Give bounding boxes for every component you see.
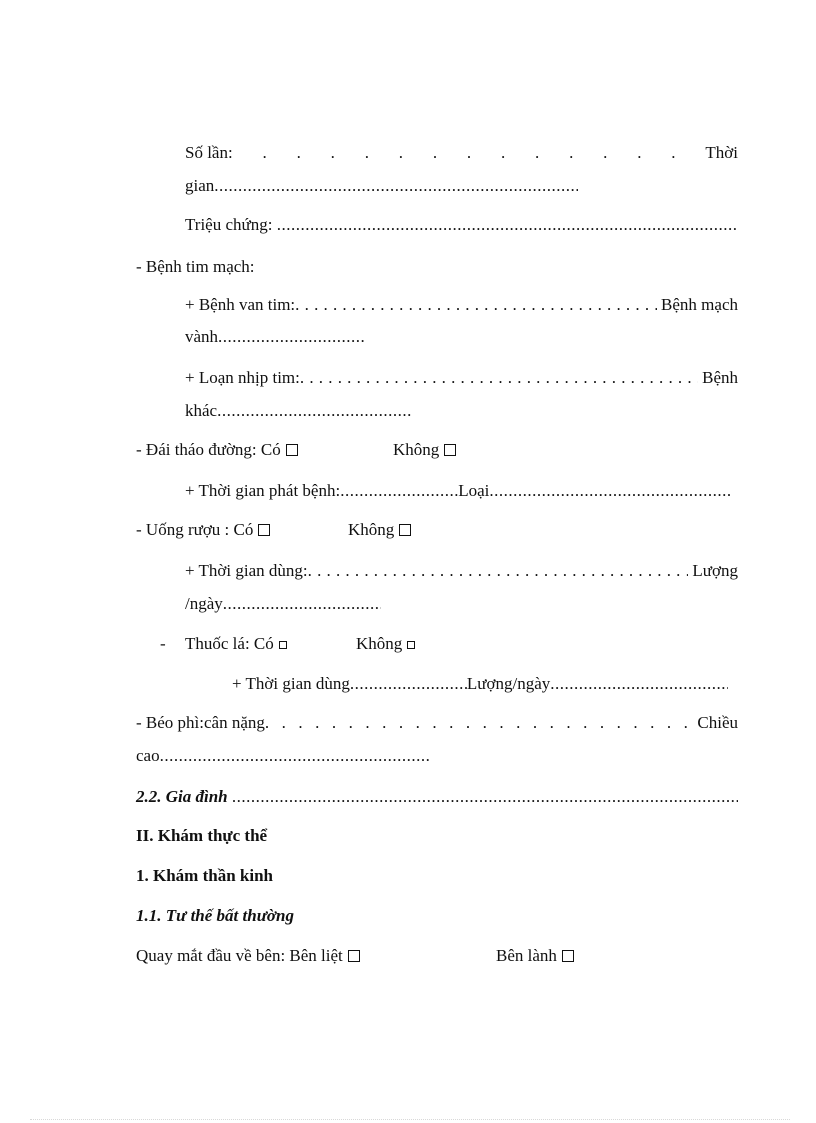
quay-mat-line: Quay mắt đầu về bên: Bên liệt Bên lành [136,945,738,967]
page-bottom-border [30,1119,790,1121]
loan-nhip-line: + Loạn nhịp tim: ..... Bệnh [185,367,738,389]
dotted-leader[interactable] [340,480,458,502]
so-lan-label: Số lần: [185,143,233,162]
dotted-leader[interactable] [218,326,366,348]
dotted-leader[interactable] [160,745,430,767]
khong-checkbox[interactable] [407,641,415,649]
khac-line: khác ..... [185,400,413,422]
so-lan-line: Số lần: . . . . . . . . . . . . . Thời [185,143,738,162]
dotted-leader[interactable] [308,560,689,582]
section-title: II. Khám thực thể [136,826,268,845]
dotted-leader[interactable] [214,175,578,197]
dotted-leader[interactable] [300,367,698,389]
benh-van-tim-line: + Bệnh van tim: ..... Bệnh mạch [185,294,738,316]
dotted-leader[interactable] [277,214,738,236]
dotted-leader[interactable] [223,593,381,615]
dotted-leader[interactable] [295,294,657,316]
per-ngay-line: /ngày ..... [185,593,381,615]
posture-title: 1.1. Tư thế bất thường [136,906,294,925]
thoi-gian-dung-line: + Thời gian dùng: ..... Lượng [185,560,738,582]
dotted-leader[interactable] [550,673,728,695]
dotted-leader[interactable] [217,400,413,422]
neuro-title: 1. Khám thần kinh [136,866,273,885]
vanh-line: vành ..... [185,326,366,348]
gia-dinh-line [136,786,738,808]
dotted-leader[interactable] [350,673,467,695]
thoi-gian-dung-2-line: + Thời gian dùng ..... Lượng/ngày ..... [232,673,728,695]
uong-ruou-line: - Uống rượu : Có Không [136,519,738,541]
document-page: Số lần: . . . . . . . . . . . . . Thời gian ..... Triệu chứng: ..... - Bệnh tim mạch: + Bệnh van tim: ..... Bệnh mạch vành ..... + Loạn nhịp tim: ..... Bệnh khác ..... - Đái tháo đường: Có Không + Thời gian phát bệnh: ..... Loại ..... - Uống rượu : Có Không + Thời gian dùng: ..... Lượng /ngày ..... - Thuốc lá: Có Không + Thời gian dùng ..... Lượng/ngày ..... - Béo phì:cân nặng ..... Chiều cao ..... 2.2. Gia đình ..... II. Khám thực thể 1. Khám thần kinh 1.1. Tư thế bất thường Quay mắt đầu về bên: Bên liệt Bên lành [0,0,816,1123]
thoi-gian-label: Thời [705,143,738,162]
benh-tim-mach-line: - Bệnh tim mạch: [136,257,255,276]
co-checkbox[interactable] [258,524,270,536]
thoi-gian-line: gian ..... [185,175,578,197]
dai-thao-duong-line: - Đái tháo đường: Có Không [136,439,738,461]
gia-dinh-heading: 2.2. Gia đình [136,787,228,806]
thoi-gian-phat-benh-line: + Thời gian phát bệnh: ..... Loại ..... [185,480,732,502]
dotted-leader[interactable] [265,712,693,734]
cao-line: cao ..... [136,745,430,767]
co-checkbox[interactable] [286,444,298,456]
ben-lanh-checkbox[interactable] [562,950,574,962]
co-checkbox[interactable] [279,641,287,649]
khong-checkbox[interactable] [399,524,411,536]
beo-phi-line: - Béo phì:cân nặng ..... Chiều [136,712,738,734]
ben-liet-checkbox[interactable] [348,950,360,962]
dotted-leader[interactable] [232,786,738,808]
dotted-leader[interactable] [489,480,732,502]
trieu-chung-line: Triệu chứng: ..... [185,214,738,236]
khong-checkbox[interactable] [444,444,456,456]
